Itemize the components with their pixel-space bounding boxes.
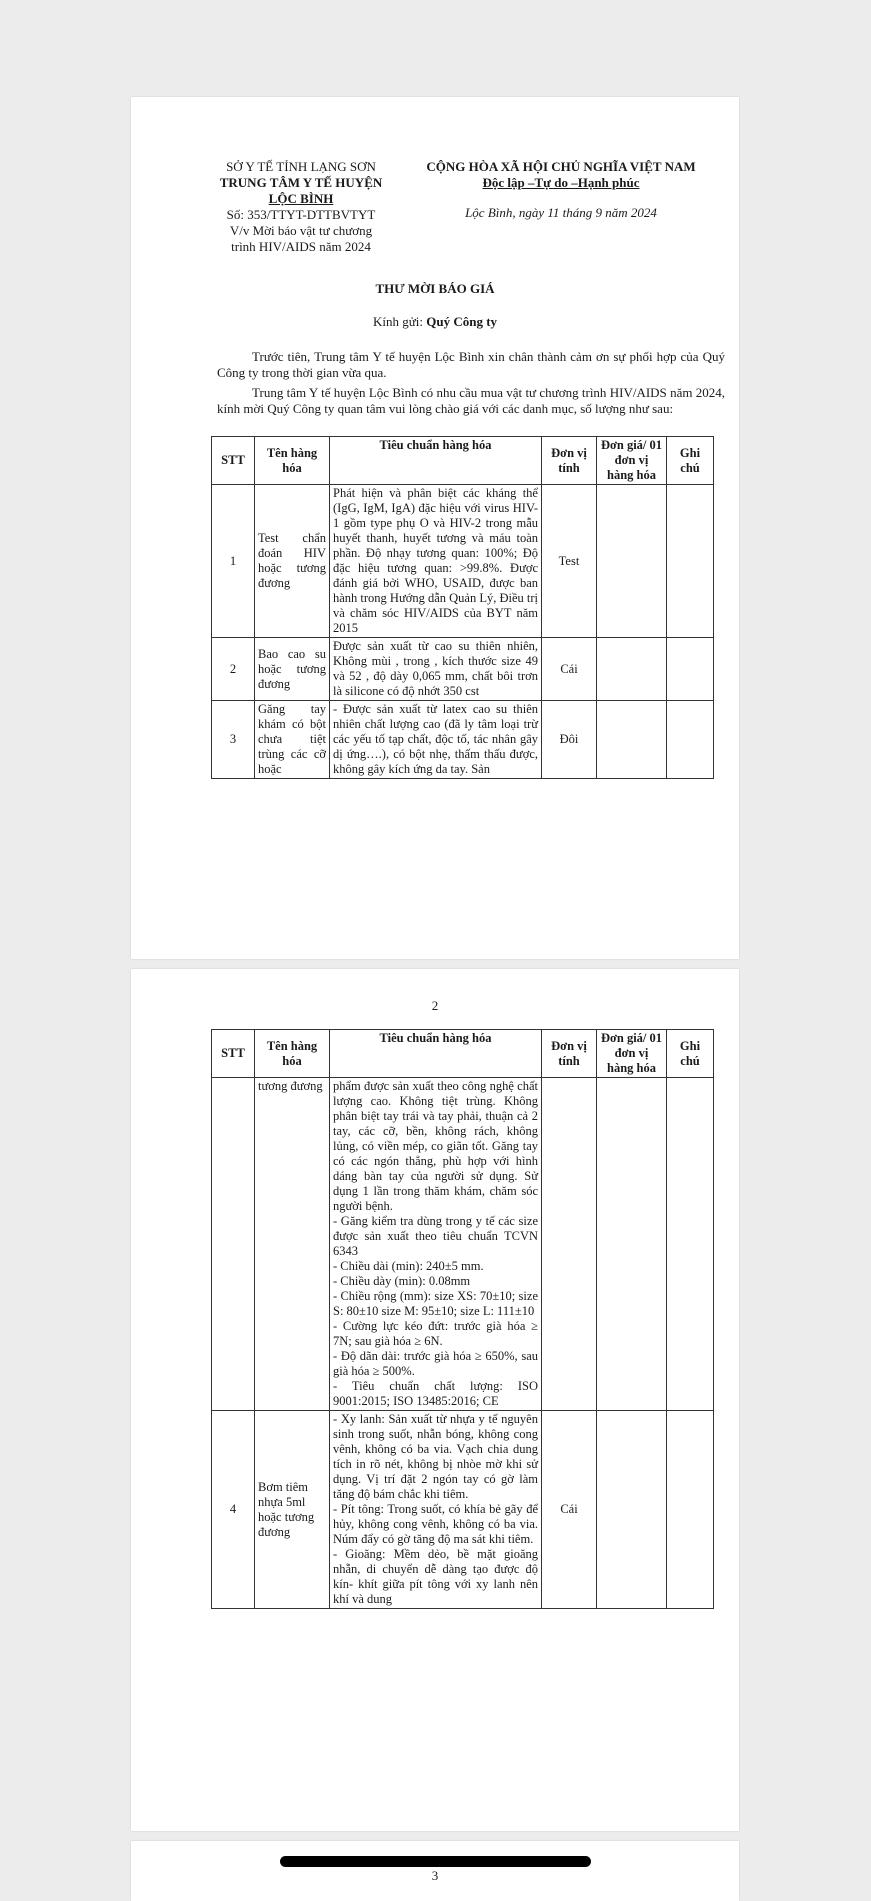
row-spec [330,1411,542,1609]
row-note [667,1078,714,1411]
row-price [597,485,667,638]
row-unit: Test [542,485,597,638]
spec-line: - Gioăng: Mềm dẻo, bề mặt gioăng nhẵn, di chuyển dễ dàng tạo được độ kín- khít giữa pít tông với xy lanh nên khí và dung [333,1547,538,1606]
goods-table-page-2 [211,1029,714,1609]
document-subject-line2: trình HIV/AIDS năm 2024 [231,239,371,254]
row-stt: 3 [212,701,255,779]
table-header-row [212,1030,714,1078]
national-header [406,159,716,221]
goods-table-page-1 [211,436,714,779]
spec-line: phẩm được sản xuất theo công nghệ chất lượng cao. Không tiệt trùng. Không phân biệt tay trái và tay phải, thuận cả 2 tay, các cỡ, bền, không rách, không lủng, có viền mép, co giãn tốt. Găng tay có các ngón thẳng, phù hợp với hình dáng bàn tay của người sử dụng. Sử dụng 1 lần trong thăm khám, chăm sóc người bệnh. [333,1079,538,1213]
row-price [597,638,667,701]
spec-line: - Pít tông: Trong suốt, có khía bẻ gãy để hủy, không cong vênh, không có ba via. Núm đẩy có gờ tăng độ ma sát khi tiêm. [333,1502,538,1546]
row-name: Test chẩn đoán HIV hoặc tương đương [255,485,330,638]
spec-line: - Chiều rộng (mm): size XS: 70±10; size S: 80±10 size M: 95±10; size L: 111±10 [333,1289,538,1318]
row-spec: - Được sản xuất từ latex cao su thiên nhiên chất lượng cao (đã ly tâm loại trừ các yếu tố tạp chất, độc tố, tác nhân gây dị ứng….), có bột nhẹ, thấm thấu được, không gây kích ứng da tay. Sản [330,701,542,779]
row-unit: Cái [542,1411,597,1609]
row-stt: 4 [212,1411,255,1609]
page-number: 2 [431,998,439,1013]
col-header-unit: Đơn vị tính [542,437,597,485]
row-price [597,1411,667,1609]
document-subject-line1: V/v Mời báo vật tư chương [229,223,373,238]
table-row [212,1078,714,1411]
row-price [597,701,667,779]
spec-line: - Chiều dài (min): 240±5 mm. [333,1259,484,1273]
letter-recipient [131,314,739,330]
row-note [667,485,714,638]
col-header-price: Đơn giá/ 01 đơn vị hàng hóa [597,1030,667,1078]
col-header-price: Đơn giá/ 01 đơn vị hàng hóa [597,437,667,485]
col-header-spec: Tiêu chuẩn hàng hóa [330,437,542,485]
document-date: Lộc Bình, ngày 11 tháng 9 năm 2024 [465,205,657,220]
col-header-note: Ghi chú [667,1030,714,1078]
row-note [667,1411,714,1609]
document-page-2 [131,969,739,1831]
col-header-note: Ghi chú [667,437,714,485]
agency-name: TRUNG TÂM Y TẾ HUYỆN [219,175,383,190]
col-header-spec: Tiêu chuẩn hàng hóa [330,1030,542,1078]
spec-line: - Chiều dày (min): 0.08mm [333,1274,471,1288]
recipient-prefix: Kính gửi: [372,314,427,329]
table-row [212,701,714,779]
document-number: Số: 353/TTYT-DTTBVTYT [226,207,376,222]
agency-district: LỘC BÌNH [268,191,334,206]
row-name: Găng tay khám có bột chưa tiệt trùng các cỡ hoặc [255,701,330,779]
document-page-3 [131,1841,739,1901]
col-header-name: Tên hàng hóa [255,1030,330,1078]
letter-title: THƯ MỜI BÁO GIÁ [375,281,495,296]
row-name: Bơm tiêm nhựa 5ml hoặc tương đương [255,1411,330,1609]
col-header-stt: STT [212,1030,255,1078]
spec-line: - Độ dãn dài: trước già hóa ≥ 650%, sau già hóa ≥ 500%. [333,1349,538,1378]
row-stt [212,1078,255,1411]
row-stt: 2 [212,638,255,701]
col-header-stt: STT [212,437,255,485]
row-price [597,1078,667,1411]
row-note [667,701,714,779]
document-page-1 [131,97,739,959]
spec-line: - Cường lực kéo đứt: trước già hóa ≥ 7N; sau già hóa ≥ 6N. [333,1319,538,1348]
row-name: Bao cao su hoặc tương đương [255,638,330,701]
row-spec [330,1078,542,1411]
table-row [212,485,714,638]
row-name: tương đương [255,1078,330,1411]
national-motto: Độc lập –Tự do –Hạnh phúc [482,175,640,190]
recipient-name: Quý Công ty [426,314,498,329]
row-spec: Được sản xuất từ cao su thiên nhiên, Không mùi , trong , kích thước size 49 và 52 , độ dày 0,065 mm, chất bôi trơn là silicone có độ nhớt 350 cst [330,638,542,701]
row-unit: Đôi [542,701,597,779]
row-unit [542,1078,597,1411]
spec-line: - Tiêu chuẩn chất lượng: ISO 9001:2015; ISO 13485:2016; CE [333,1379,538,1408]
agency-header [201,159,401,255]
col-header-name: Tên hàng hóa [255,437,330,485]
spec-line: - Găng kiểm tra dùng trong y tế các size được sản xuất theo tiêu chuẩn TCVN 6343 [333,1214,538,1258]
row-stt: 1 [212,485,255,638]
row-unit: Cái [542,638,597,701]
page-number: 3 [431,1868,439,1883]
national-title: CỘNG HÒA XÃ HỘI CHỦ NGHĨA VIỆT NAM [426,159,696,174]
table-row [212,1411,714,1609]
spec-line: - Xy lanh: Sản xuất từ nhựa y tế nguyên sinh trong suốt, nhẵn bóng, không cong vênh, không có ba via. Vạch chia dung tích in rõ nét, không bị nhòe mờ khi sử dụng. Vị trí đặt 2 ngón tay có gờ làm tăng độ bám chắc khi tiêm. [333,1412,538,1501]
home-indicator[interactable] [280,1856,591,1867]
row-spec: Phát hiện và phân biệt các kháng thể (IgG, IgM, IgA) đặc hiệu với virus HIV-1 gồm type phụ O và HIV-2 trong mẫu huyết thanh, huyết tương và máu toàn phần. Độ nhạy tương quan: 100%; Độ đặc hiệu tương quan: >99.8%. Được đánh giá bởi WHO, USAID, được ban hành trong Hướng dẫn Quản Lý, Điều trị và chăm sóc HIV/AIDS của BYT năm 2015 [330,485,542,638]
letter-paragraph-2: Trung tâm Y tế huyện Lộc Bình có nhu cầu mua vật tư chương trình HIV/AIDS năm 2024, kính mời Quý Công ty quan tâm vui lòng chào giá với các danh mục, số lượng như sau: [217,385,725,416]
col-header-unit: Đơn vị tính [542,1030,597,1078]
table-row [212,638,714,701]
row-note [667,638,714,701]
table-header-row [212,437,714,485]
letter-paragraph-1: Trước tiên, Trung tâm Y tế huyện Lộc Bình xin chân thành cảm ơn sự phối hợp của Quý Công ty trong thời gian vừa qua. [217,349,725,380]
agency-department: SỞ Y TẾ TỈNH LẠNG SƠN [226,159,376,174]
